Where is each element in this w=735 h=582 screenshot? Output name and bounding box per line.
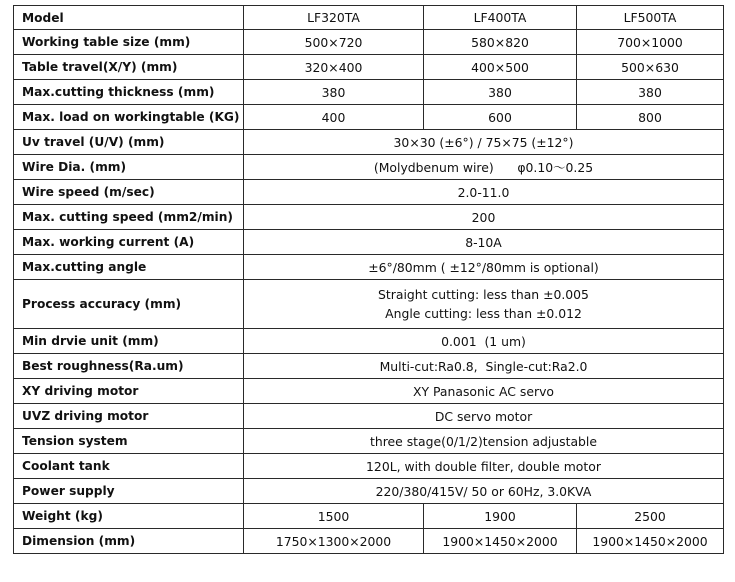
cell-lf320ta: 320×400	[244, 55, 424, 80]
row-label: Max.cutting angle	[14, 255, 244, 280]
cell-lf320ta: 1750×1300×2000	[244, 529, 424, 554]
header-lf500ta: LF500TA	[577, 6, 724, 30]
table-row	[14, 529, 724, 554]
row-label: Coolant tank	[14, 454, 244, 479]
cell-shared: 200	[244, 205, 724, 230]
row-label: Wire speed (m/sec)	[14, 180, 244, 205]
table-row	[14, 180, 724, 205]
header-lf400ta: LF400TA	[424, 6, 577, 30]
cell-shared: three stage(0/1/2)tension adjustable	[244, 429, 724, 454]
row-label: Working table size (mm)	[14, 30, 244, 55]
cell-lf400ta: 400×500	[424, 55, 577, 80]
table-row	[14, 280, 724, 329]
cell-lf320ta: 500×720	[244, 30, 424, 55]
cell-lf400ta: 1900×1450×2000	[424, 529, 577, 554]
row-label: UVZ driving motor	[14, 404, 244, 429]
row-label: Power supply	[14, 479, 244, 504]
table-row	[14, 55, 724, 80]
row-label: Tension system	[14, 429, 244, 454]
row-label: Uv travel (U/V) (mm)	[14, 130, 244, 155]
table-row	[14, 504, 724, 529]
row-label: Wire Dia. (mm)	[14, 155, 244, 180]
cell-lf500ta: 2500	[577, 504, 724, 529]
cell-lf400ta: 380	[424, 80, 577, 105]
row-label: XY driving motor	[14, 379, 244, 404]
cell-shared: 30×30 (±6°) / 75×75 (±12°)	[244, 130, 724, 155]
table-row	[14, 155, 724, 180]
table-row	[14, 255, 724, 280]
cell-shared: 220/380/415V/ 50 or 60Hz, 3.0KVA	[244, 479, 724, 504]
cell-shared: Multi-cut:Ra0.8, Single-cut:Ra2.0	[244, 354, 724, 379]
table-row	[14, 454, 724, 479]
cell-shared: DC servo motor	[244, 404, 724, 429]
table-row	[14, 429, 724, 454]
cell-shared: (Molydbenum wire) φ0.10～0.25	[244, 155, 724, 180]
table-row	[14, 105, 724, 130]
row-label: Max. working current (A)	[14, 230, 244, 255]
cell-shared: 0.001 (1 um)	[244, 329, 724, 354]
cell-lf500ta: 700×1000	[577, 30, 724, 55]
row-label: Max. load on workingtable (KG)	[14, 105, 244, 130]
cell-lf500ta: 800	[577, 105, 724, 130]
cell-shared: XY Panasonic AC servo	[244, 379, 724, 404]
row-label: Best roughness(Ra.um)	[14, 354, 244, 379]
cell-lf320ta: 400	[244, 105, 424, 130]
cell-lf500ta: 500×630	[577, 55, 724, 80]
row-label: Weight (kg)	[14, 504, 244, 529]
table-row	[14, 130, 724, 155]
cell-lf400ta: 580×820	[424, 30, 577, 55]
row-label: Dimension (mm)	[14, 529, 244, 554]
cell-lf320ta: 1500	[244, 504, 424, 529]
cell-lf400ta: 600	[424, 105, 577, 130]
cell-lf500ta: 380	[577, 80, 724, 105]
header-row	[14, 6, 724, 30]
header-model: Model	[14, 6, 244, 30]
table-row	[14, 354, 724, 379]
cell-shared: 2.0-11.0	[244, 180, 724, 205]
accuracy-straight: Straight cutting: less than ±0.005	[378, 287, 589, 302]
row-label: Max.cutting thickness (mm)	[14, 80, 244, 105]
spec-table	[13, 5, 724, 554]
table-row	[14, 205, 724, 230]
table-row	[14, 230, 724, 255]
cell-lf320ta: 380	[244, 80, 424, 105]
cell-lf400ta: 1900	[424, 504, 577, 529]
accuracy-angle: Angle cutting: less than ±0.012	[385, 306, 582, 321]
row-label: Table travel(X/Y) (mm)	[14, 55, 244, 80]
row-label: Process accuracy (mm)	[14, 280, 244, 329]
table-row	[14, 30, 724, 55]
cell-shared	[244, 280, 724, 329]
header-lf320ta: LF320TA	[244, 6, 424, 30]
table-row	[14, 404, 724, 429]
cell-shared: 120L, with double filter, double motor	[244, 454, 724, 479]
table-row	[14, 479, 724, 504]
table-row	[14, 379, 724, 404]
cell-lf500ta: 1900×1450×2000	[577, 529, 724, 554]
cell-shared: 8-10A	[244, 230, 724, 255]
row-label: Max. cutting speed (mm2/min)	[14, 205, 244, 230]
row-label: Min drvie unit (mm)	[14, 329, 244, 354]
table-row	[14, 80, 724, 105]
cell-shared: ±6°/80mm ( ±12°/80mm is optional)	[244, 255, 724, 280]
table-row	[14, 329, 724, 354]
